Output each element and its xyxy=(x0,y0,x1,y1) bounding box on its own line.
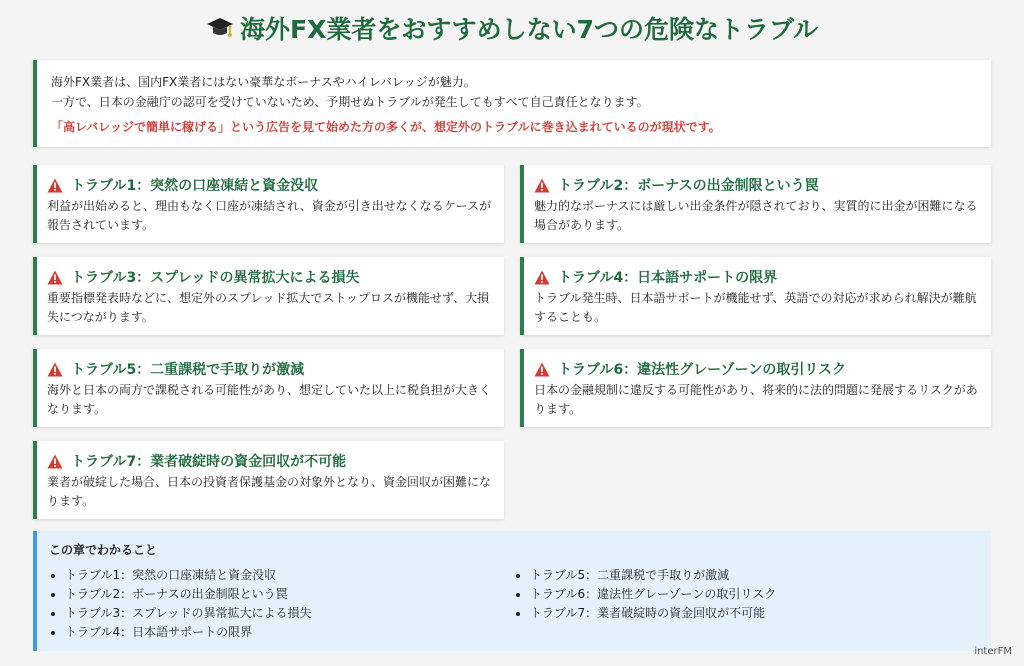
summary-item: • トラブル1：突然の口座凍結と資金没収 xyxy=(65,566,514,585)
trouble-card-text: 海外と日本の両方で課税される可能性があり、想定していた以上に税負担が大きくなります。 xyxy=(47,383,492,416)
trouble-card-2 xyxy=(520,165,991,243)
warning-icon xyxy=(47,270,63,285)
trouble-card-title: トラブル2：ボーナスの出金制限という罠 xyxy=(534,175,979,195)
trouble-card-3 xyxy=(33,257,504,335)
summary-list-left xyxy=(49,566,514,642)
intro-line-2: 一方で、日本の金融庁の認可を受けていないため、予期せぬトラブルが発生してもすべて自己責任となります。 xyxy=(51,95,649,109)
trouble-card-text: 重要指標発表時などに、想定外のスプレッド拡大でストップロスが機能せず、大損失につながります。 xyxy=(47,291,490,324)
trouble-card-text: トラブル発生時、日本語サポートが機能せず、英語での対応が求められ解決が難航することも。 xyxy=(534,291,977,324)
trouble-card-text: 利益が出始めると、理由もなく口座が凍結され、資金が引き出せなくなるケースが報告されています。 xyxy=(47,199,492,232)
summary-item: • トラブル6：違法性グレーゾーンの取引リスク xyxy=(530,585,979,604)
trouble-card-title: トラブル4：日本語サポートの限界 xyxy=(534,267,979,287)
brand-label: interFM xyxy=(974,646,1012,657)
warning-icon xyxy=(47,178,63,193)
page-title-text: 海外FX業者をおすすめしない7つの危険なトラブル xyxy=(240,15,818,44)
summary-item: • トラブル3：スプレッドの異常拡大による損失 xyxy=(65,604,514,623)
trouble-card-text: 業者が破綻した場合、日本の投資者保護基金の対象外となり、資金回収が困難になります。 xyxy=(47,475,492,508)
warning-icon xyxy=(534,178,550,193)
intro-line-1: 海外FX業者は、国内FX業者にはない豪華なボーナスやハイレバレッジが魅力。 xyxy=(51,75,476,89)
trouble-card-title: トラブル6：違法性グレーゾーンの取引リスク xyxy=(534,359,979,379)
trouble-card-text: 魅力的なボーナスには厳しい出金条件が隠されており、実質的に出金が困難になる場合があります。 xyxy=(534,199,978,232)
summary-item: • トラブル7：業者破綻時の資金回収が不可能 xyxy=(530,604,979,623)
trouble-card-1 xyxy=(33,165,504,243)
summary-list-right xyxy=(514,566,979,642)
summary-heading: この章でわかること xyxy=(49,543,158,557)
warning-icon xyxy=(534,270,550,285)
trouble-card-7 xyxy=(33,441,504,519)
trouble-card-6 xyxy=(520,349,991,427)
summary-item: • トラブル2：ボーナスの出金制限という罠 xyxy=(65,585,514,604)
warning-icon xyxy=(47,362,63,377)
trouble-card-title: トラブル3：スプレッドの異常拡大による損失 xyxy=(47,267,492,287)
chapter-summary xyxy=(33,531,991,651)
intro-warning: 「高レバレッジで簡単に稼げる」という広告を見て始めた方の多くが、想定外のトラブルに巻き込まれているのが現状です。 xyxy=(51,120,721,134)
trouble-card-text: 日本の金融規制に違反する可能性があり、将来的に法的問題に発展するリスクがあります。 xyxy=(534,383,978,416)
trouble-card-4 xyxy=(520,257,991,335)
intro-box xyxy=(33,60,991,147)
trouble-card-5 xyxy=(33,349,504,427)
trouble-card-title: トラブル5：二重課税で手取りが激減 xyxy=(47,359,492,379)
warning-icon xyxy=(47,454,63,469)
page-title xyxy=(0,8,1024,48)
graduation-cap-icon xyxy=(206,15,234,41)
trouble-card-title: トラブル1：突然の口座凍結と資金没収 xyxy=(47,175,492,195)
summary-item: • トラブル5：二重課税で手取りが激減 xyxy=(530,566,979,585)
summary-item: • トラブル4：日本語サポートの限界 xyxy=(65,623,514,642)
trouble-card-title: トラブル7：業者破綻時の資金回収が不可能 xyxy=(47,451,492,471)
warning-icon xyxy=(534,362,550,377)
